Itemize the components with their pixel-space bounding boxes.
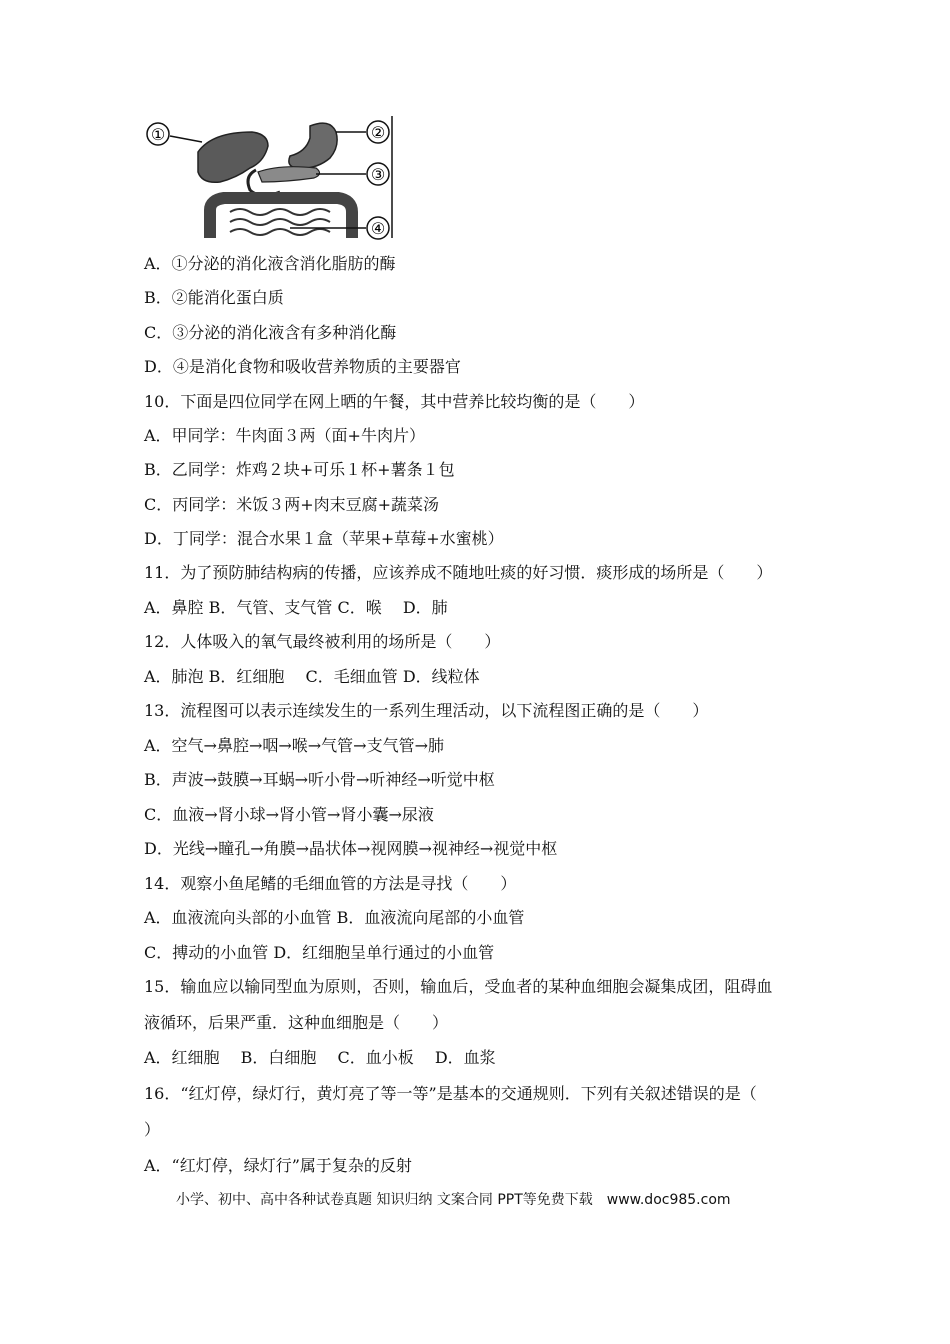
q12-stem: 12．人体吸入的氧气最终被利用的场所是（ ）: [144, 632, 501, 651]
label-3-marker: [367, 163, 389, 185]
page-footer: 小学、初中、高中各种试卷真题 知识归纳 文案合同 PPT等免费下载 www.doc985.com: [176, 1192, 731, 1208]
figure-label-3: ③: [370, 165, 386, 184]
q11-stem: 11．为了预防肺结构病的传播，应该养成不随地吐痰的好习惯．痰形成的场所是（ ）: [144, 563, 773, 582]
q10-option-c: C．丙同学：米饭３两+肉末豆腐+蔬菜汤: [144, 495, 440, 514]
q15-stem-line2: 液循环，后果严重．这种血细胞是（ ）: [144, 1013, 449, 1032]
q13-option-a: A．空气→鼻腔→咽→喉→气管→支气管→肺: [144, 736, 444, 755]
q14-option-cd: C．搏动的小血管 D．红细胞呈单行通过的小血管: [144, 943, 495, 962]
q15-stem-line1: 15．输血应以输同型血为原则，否则，输血后，受血者的某种血细胞会凝集成团，阻碍血: [144, 977, 773, 996]
liver-shape: [198, 132, 268, 182]
label-1-marker: [147, 123, 169, 145]
q9-option-b: B．②能消化蛋白质: [144, 288, 284, 307]
q10-stem: 10．下面是四位同学在网上晒的午餐，其中营养比较均衡的是（ ）: [144, 392, 645, 411]
q11-options: A．鼻腔 B．气管、支气管 C．喉 D．肺: [144, 598, 448, 617]
q9-option-c: C．③分泌的消化液含有多种消化酶: [144, 323, 397, 342]
q9-option-a: A．①分泌的消化液含消化脂肪的酶: [144, 254, 396, 273]
q13-option-c: C．血液→肾小球→肾小管→肾小囊→尿液: [144, 805, 434, 824]
q13-option-b: B．声波→鼓膜→耳蜗→听小骨→听神经→听觉中枢: [144, 770, 495, 789]
q13-option-d: D．光线→瞳孔→角膜→晶状体→视网膜→视神经→视觉中枢: [144, 839, 558, 858]
stomach-shape: [289, 123, 337, 168]
digestive-system-figure: [140, 112, 396, 240]
q9-option-d: D．④是消化食物和吸收营养物质的主要器官: [144, 357, 461, 376]
q12-options: A．肺泡 B．红细胞 C．毛细血管 D．线粒体: [144, 667, 480, 686]
figure-label-1: ①: [150, 125, 166, 144]
label-4-marker: [367, 217, 389, 239]
q15-options: A．红细胞 B．白细胞 C．血小板 D．血浆: [144, 1048, 496, 1067]
q14-stem: 14．观察小鱼尾鳍的毛细血管的方法是寻找（ ）: [144, 874, 517, 893]
q10-option-b: B．乙同学：炸鸡２块+可乐１杯+薯条１包: [144, 460, 455, 479]
q16-stem-line1: 16．“红灯停，绿灯行，黄灯亮了等一等”是基本的交通规则．下列有关叙述错误的是（: [144, 1084, 757, 1103]
pancreas-shape: [258, 167, 320, 182]
small-intestine-shape: [230, 209, 330, 235]
figure-label-2: ②: [370, 123, 386, 142]
label-2-marker: [367, 121, 389, 143]
q10-option-d: D．丁同学：混合水果１盒（苹果+草莓+水蜜桃）: [144, 529, 504, 548]
figure-label-4: ④: [370, 219, 386, 238]
q10-option-a: A．甲同学：牛肉面３两（面+牛肉片）: [144, 426, 425, 445]
q16-option-a: A．“红灯停，绿灯行”属于复杂的反射: [144, 1156, 412, 1175]
q13-stem: 13．流程图可以表示连续发生的一系列生理活动，以下流程图正确的是（ ）: [144, 701, 709, 720]
q16-stem-line2: ）: [144, 1120, 161, 1139]
q14-option-ab: A．血液流向头部的小血管 B．血液流向尾部的小血管: [144, 908, 525, 927]
